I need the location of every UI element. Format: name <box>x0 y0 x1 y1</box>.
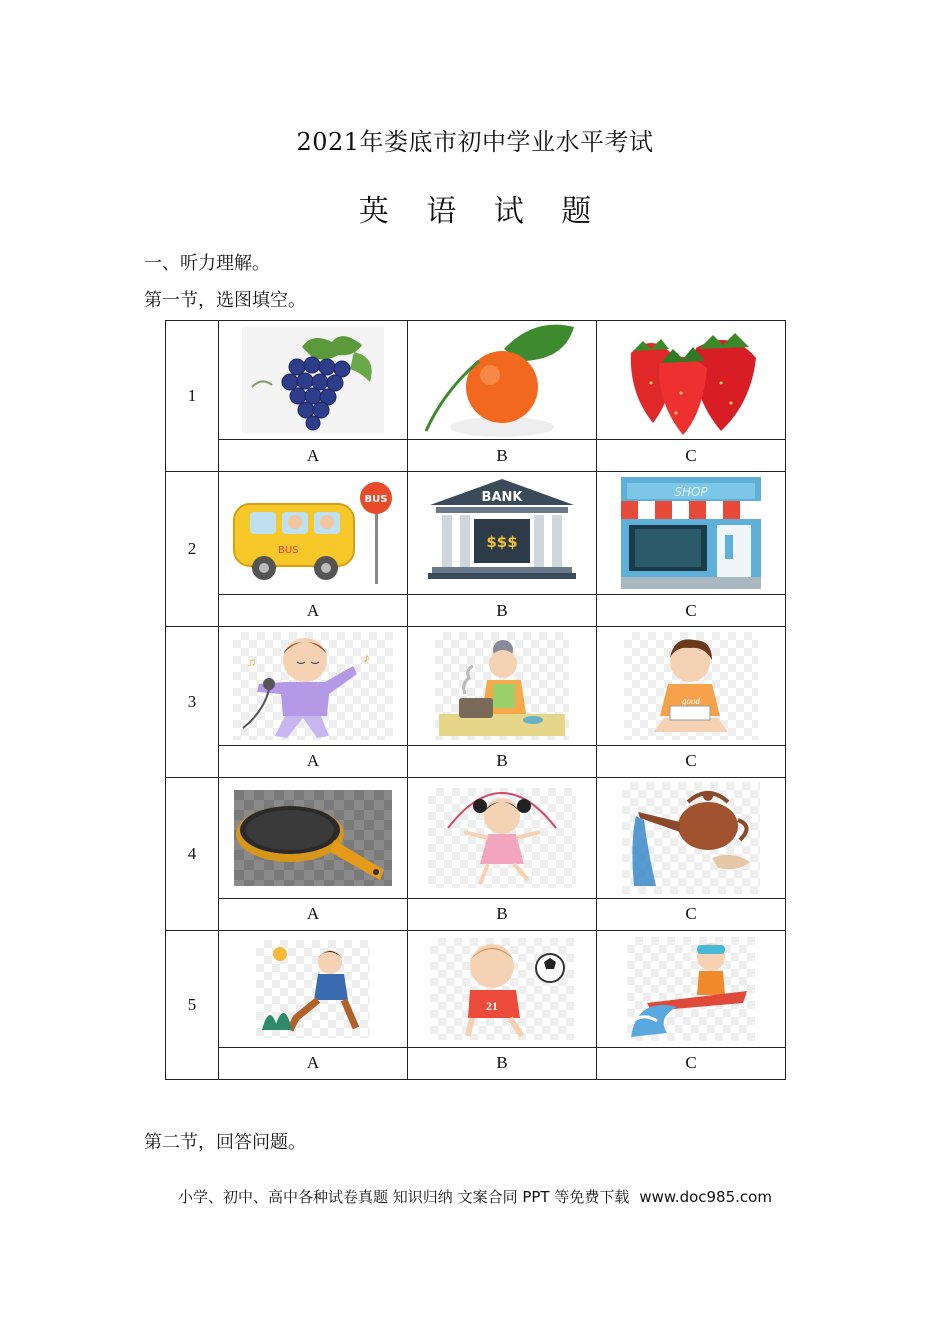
boy-surfing-image <box>627 937 755 1041</box>
option-label: B <box>408 898 597 930</box>
option-image-b <box>408 321 597 440</box>
option-label: C <box>597 745 786 777</box>
exam-subtitle: 英 语 试 题 <box>358 194 606 229</box>
option-label: A <box>219 1047 408 1079</box>
option-image-a <box>219 931 408 1048</box>
footer-url[interactable]: www.doc985.com <box>639 1188 772 1206</box>
option-label: A <box>219 440 408 472</box>
boy-reading-image <box>624 632 758 740</box>
bank-image <box>424 477 580 589</box>
question-number: 3 <box>166 627 219 778</box>
option-image-a <box>219 778 408 899</box>
option-label: A <box>219 745 408 777</box>
option-image-c <box>597 931 786 1048</box>
option-image-a <box>219 472 408 595</box>
svg-text:♪: ♪ <box>363 650 370 666</box>
option-label: C <box>597 595 786 627</box>
school-bus-image <box>230 480 396 586</box>
shop-image <box>621 477 761 589</box>
bank-money-text: $$$ <box>486 533 518 551</box>
boy-playing-football-image <box>430 938 574 1040</box>
option-label: C <box>597 898 786 930</box>
page-footer <box>0 1186 950 1207</box>
section-one-heading: 一、听力理解。 <box>144 253 270 274</box>
boy-running-image <box>256 940 370 1038</box>
part-one-heading: 第一节，选图填空。 <box>144 290 306 311</box>
option-label: B <box>408 1047 597 1079</box>
option-label: B <box>408 595 597 627</box>
option-label: A <box>219 898 408 930</box>
question-number: 1 <box>166 321 219 472</box>
bank-sign-text: BANK <box>481 490 523 505</box>
shop-sign-text: SHOP <box>674 485 708 499</box>
svg-text:♫: ♫ <box>247 654 256 669</box>
option-label: C <box>597 1047 786 1079</box>
question-number: 2 <box>166 472 219 627</box>
girl-cooking-image <box>435 632 569 740</box>
option-label: C <box>597 440 786 472</box>
option-label: A <box>219 595 408 627</box>
option-image-a <box>219 321 408 440</box>
option-image-c <box>597 472 786 595</box>
strawberries-image <box>621 323 761 437</box>
option-image-b <box>408 778 597 899</box>
option-image-c <box>597 778 786 899</box>
jersey-number-text: 21 <box>486 998 498 1013</box>
svg-text:good: good <box>682 695 700 706</box>
option-image-c <box>597 321 786 440</box>
option-image-c <box>597 627 786 746</box>
part-two-heading: 第二节，回答问题。 <box>144 1132 306 1153</box>
option-image-b <box>408 472 597 595</box>
teapot-image <box>622 782 760 894</box>
question-number: 5 <box>166 931 219 1080</box>
option-label: B <box>408 745 597 777</box>
footer-text: 小学、初中、高中各种试卷真题 知识归纳 文案合同 PPT 等免费下载 <box>178 1188 630 1206</box>
exam-title: 2021年娄底市初中学业水平考试 <box>296 128 654 156</box>
grapes-image <box>242 327 384 433</box>
picture-choice-table <box>165 320 786 1080</box>
question-number: 4 <box>166 778 219 931</box>
bus-stop-sign-text: BUS <box>364 494 388 505</box>
bus-side-text: BUS <box>278 545 299 556</box>
orange-image <box>424 321 580 439</box>
boy-singing-image <box>233 632 393 740</box>
option-image-a <box>219 627 408 746</box>
option-image-b <box>408 627 597 746</box>
girl-jumping-rope-image <box>428 788 576 888</box>
frying-pan-image <box>234 790 392 886</box>
option-label: B <box>408 440 597 472</box>
option-image-b <box>408 931 597 1048</box>
